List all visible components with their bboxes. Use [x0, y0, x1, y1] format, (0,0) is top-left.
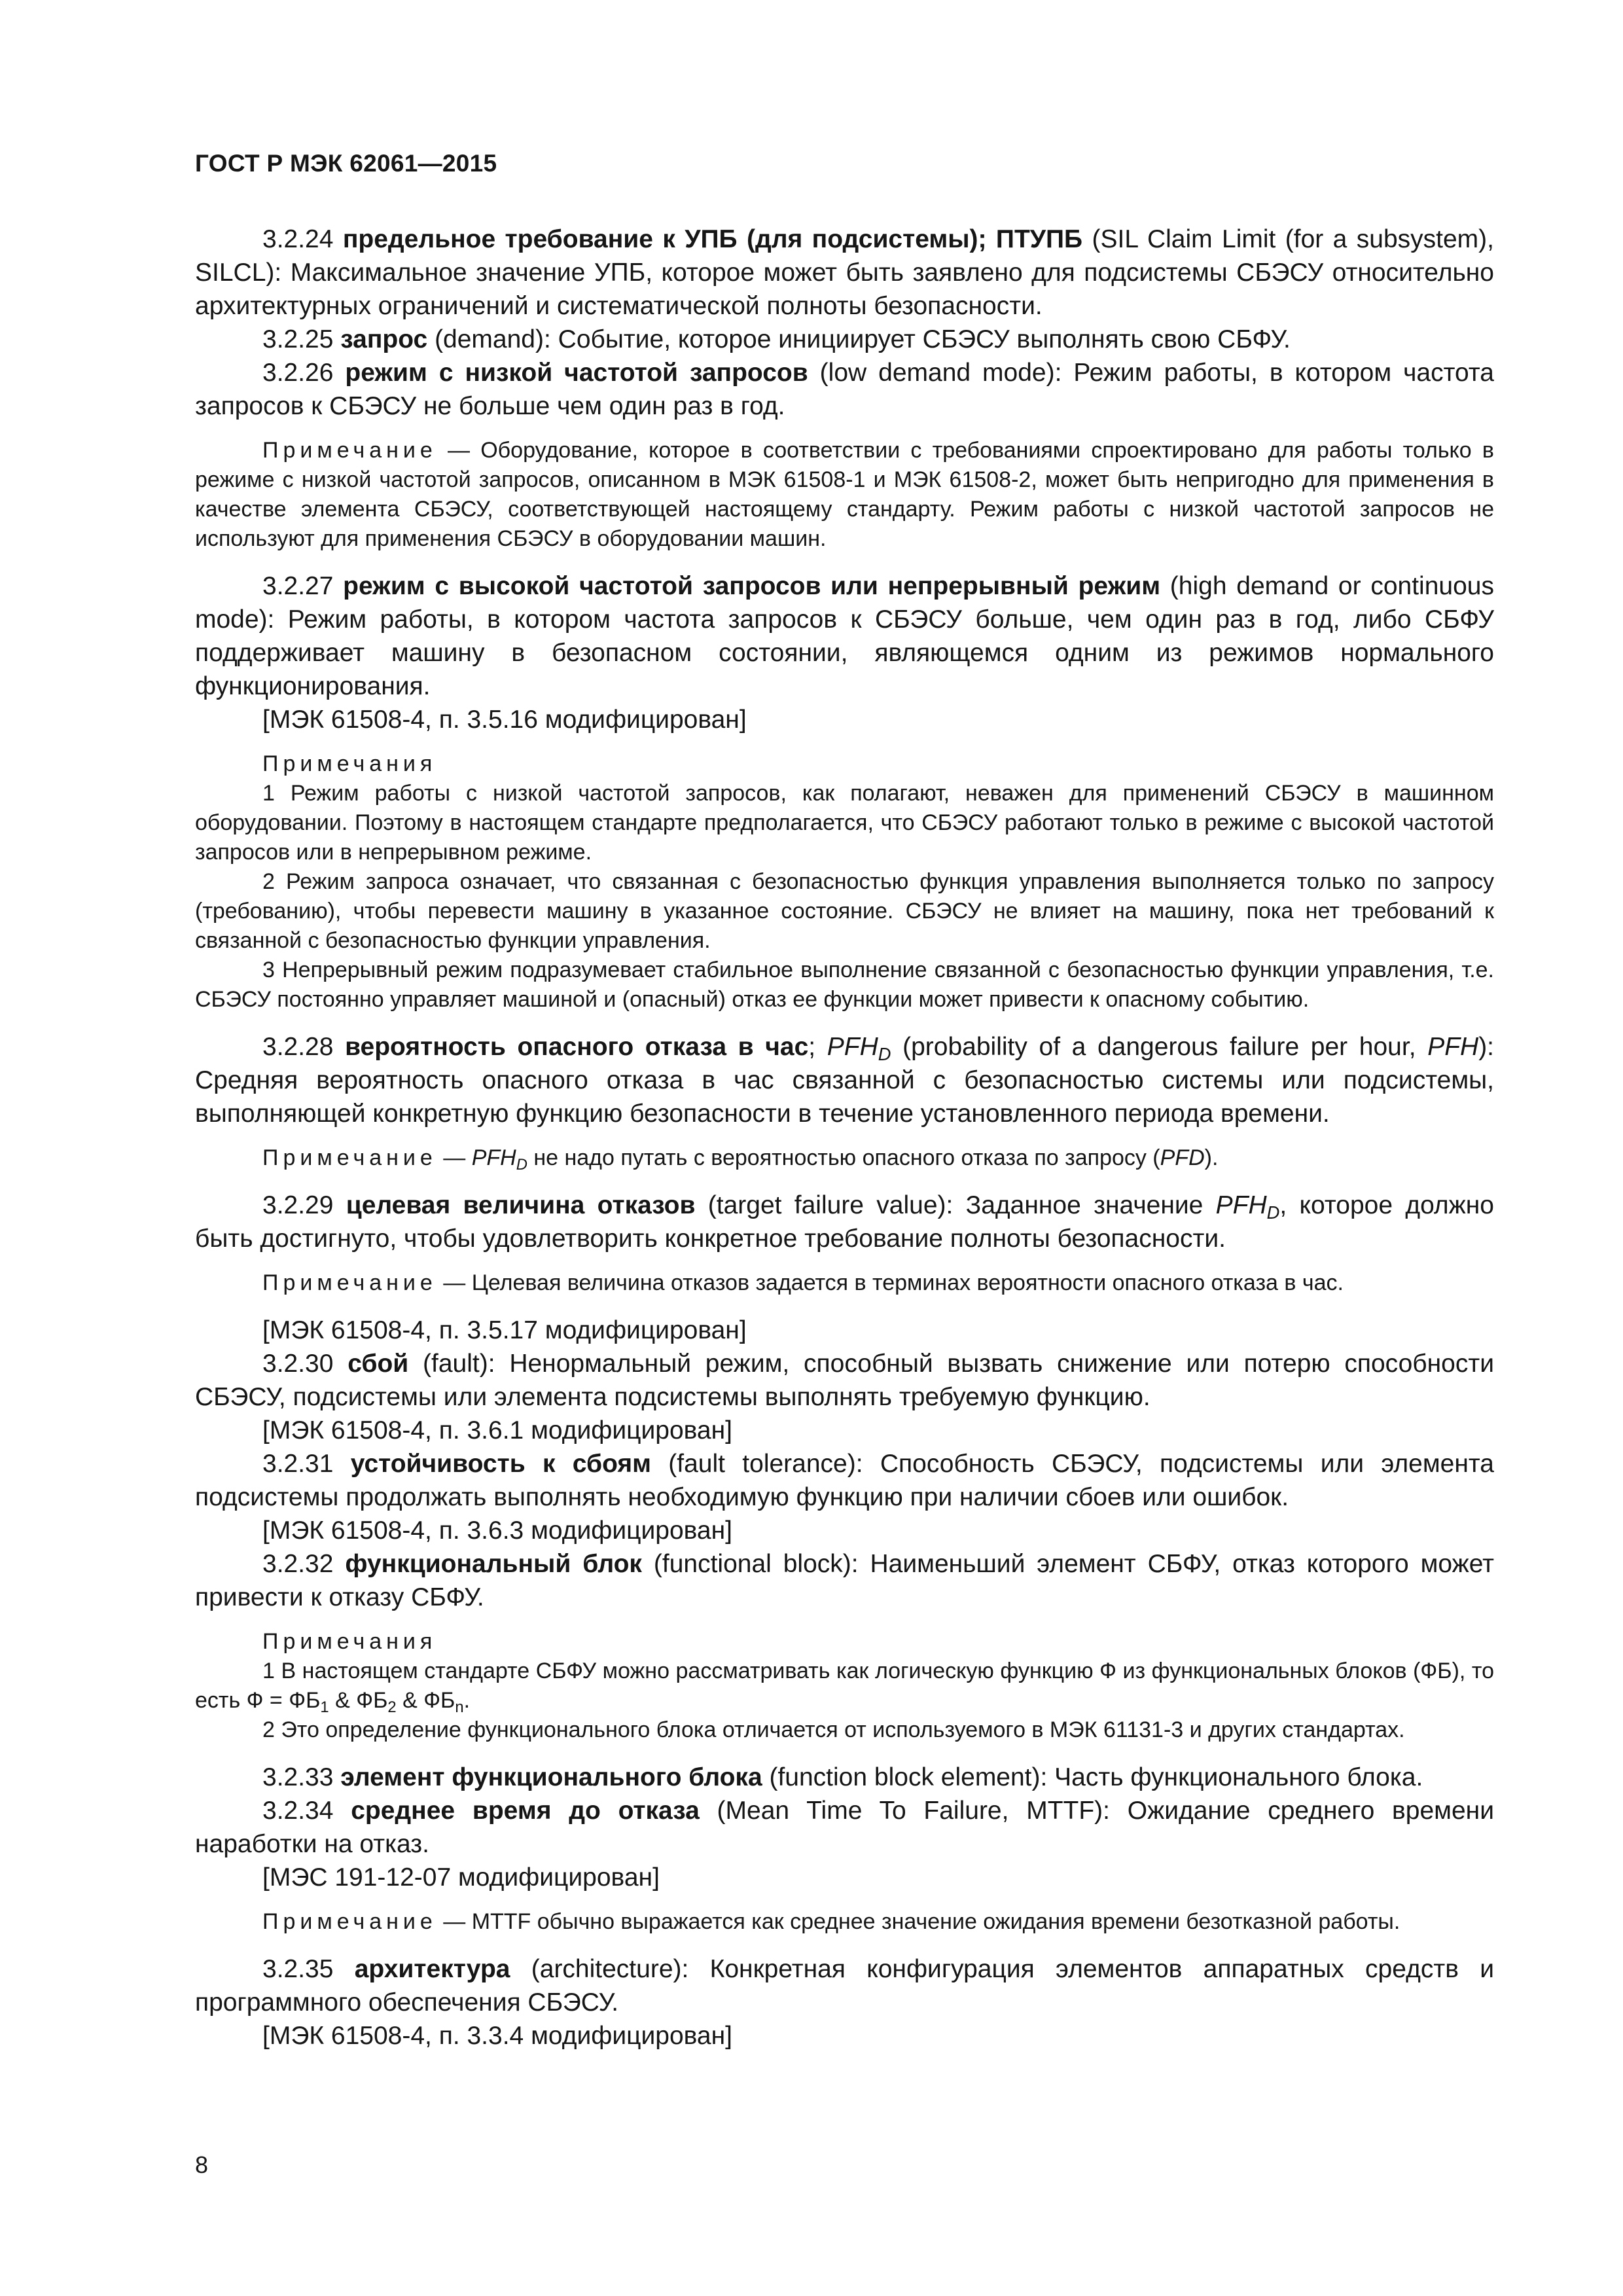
- reference-3-2-34: [МЭС 191-12-07 модифицирован]: [262, 1863, 660, 1892]
- note-label: Примечание: [262, 1909, 437, 1934]
- term-bold: элемент функционального блока: [340, 1763, 762, 1791]
- term-bold: режим с низкой частотой запросов: [345, 359, 808, 387]
- note-3-2-29: Примечание — Целевая величина отказов задается в терминах вероятности опасного отказа в час.: [262, 1270, 1344, 1295]
- term-bold: вероятность опасного отказа в час: [345, 1033, 809, 1061]
- entry-3-2-32: 3.2.32 функциональный блок (functional block): Наименьший элемент СБФУ, отказ которого может привести к отказу СБФУ.: [195, 1550, 1494, 1611]
- entry-3-2-28: 3.2.28 вероятность опасного отказа в час; $PFH_D$ (probability of a dangerous failure per hour, PFH): Средняя вероятность опасного отказа в час связанной с безопасностью системы или подсистемы, выполняющей конкретную функцию безопасности в течение установленного периода времени.: [195, 1033, 1495, 1128]
- entry-3-2-24: 3.2.24 предельное требование к УПБ (для подсистемы); ПТУПБ (SIL Claim Limit (for a subsystem), SILCL): Максимальное значение УПБ, которое может быть заявлено для подсистемы СБЭСУ относительно архитектурных ограничений и систематической полноты безопасности.: [195, 225, 1494, 320]
- note-label: Примечание: [262, 1270, 437, 1295]
- entry-3-2-35: 3.2.35 архитектура (architecture): Конкретная конфигурация элементов аппаратных средств и программного обеспечения СБЭСУ.: [195, 1955, 1494, 2017]
- entry-3-2-30: 3.2.30 сбой (fault): Ненормальный режим, способный вызвать снижение или потерю способности СБЭСУ, подсистемы или элемента подсистемы выполнять требуемую функцию.: [195, 1350, 1494, 1411]
- term-bold: запрос: [340, 325, 428, 353]
- entry-3-2-27: 3.2.27 режим с высокой частотой запросов или непрерывный режим (high demand or continuous mode): Режим работы, в котором частота запросов к СБЭСУ больше, чем один раз в год, либо СБФУ поддерживает машину в безопасном состоянии, являющемся одним из режимов нормального функционирования.: [195, 572, 1494, 700]
- entry-3-2-34: 3.2.34 среднее время до отказа (Mean Time To Failure, MTTF): Ожидание среднего времени наработки на отказ.: [195, 1797, 1494, 1858]
- note-3-2-32-2: 2 Это определение функционального блока отличается от используемого в МЭК 61131-3 и других стандартах.: [262, 1717, 1405, 1742]
- note-label: Примечание: [262, 1145, 437, 1170]
- note-3-2-34: Примечание — MTTF обычно выражается как среднее значение ожидания времени безотказной работы.: [262, 1909, 1400, 1934]
- reference-3-2-29: [МЭК 61508-4, п. 3.5.17 модифицирован]: [262, 1316, 747, 1344]
- notes-label-3-2-27: Примечания: [262, 751, 437, 776]
- document-header-title: ГОСТ Р МЭК 62061—2015: [195, 150, 497, 177]
- reference-3-2-27: [МЭК 61508-4, п. 3.5.16 модифицирован]: [262, 706, 747, 734]
- note-3-2-27-1: 1 Режим работы с низкой частотой запросов, как полагают, неважен для применений СБЭСУ в машинном оборудовании. Поэтому в настоящем стандарте предполагается, что СБЭСУ работают только в режиме с высокой частотой запросов или в непрерывном режиме.: [195, 781, 1494, 865]
- term-bold: архитектура: [354, 1955, 510, 1983]
- entry-3-2-31: 3.2.31 устойчивость к сбоям (fault tolerance): Способность СБЭСУ, подсистемы или элемента подсистемы продолжать выполнять необходимую функцию при наличии сбоев или ошибок.: [195, 1450, 1494, 1511]
- term-bold: предельное требование к УПБ (для подсистемы); ПТУПБ: [342, 225, 1083, 253]
- reference-3-2-35: [МЭК 61508-4, п. 3.3.4 модифицирован]: [262, 2022, 732, 2050]
- note-3-2-32-1: 1 В настоящем стандарте СБФУ можно рассматривать как логическую функцию Ф из функциональных блоков (ФБ), то есть $Ф = ФБ_1$ & $ФБ_2$ & $ФБ_n$.: [195, 1659, 1494, 1717]
- term-bold: среднее время до отказа: [351, 1797, 700, 1825]
- entry-3-2-33: 3.2.33 элемент функционального блока (function block element): Часть функционального блока.: [262, 1763, 1423, 1791]
- term-bold: функциональный блок: [345, 1550, 642, 1578]
- note-label: Примечание: [262, 438, 437, 463]
- document-body: [195, 223, 1494, 2053]
- note-3-2-28: Примечание — $PFH_D$ не надо путать с вероятностью опасного отказа по запросу (PFD).: [262, 1145, 1219, 1174]
- term-bold: режим с высокой частотой запросов или непрерывный режим: [343, 572, 1161, 600]
- reference-3-2-30: [МЭК 61508-4, п. 3.6.1 модифицирован]: [262, 1416, 732, 1444]
- notes-label-3-2-32: Примечания: [262, 1629, 437, 1654]
- note-3-2-27-3: 3 Непрерывный режим подразумевает стабильное выполнение связанной с безопасностью функции управления, т.е. СБЭСУ постоянно управляет машиной и (опасный) отказ ее функции может привести к опасному событию.: [195, 958, 1494, 1012]
- term-bold: устойчивость к сбоям: [350, 1450, 651, 1478]
- entry-3-2-25: 3.2.25 запрос (demand): Событие, которое инициирует СБЭСУ выполнять свою СБФУ.: [262, 325, 1291, 353]
- entry-3-2-29: 3.2.29 целевая величина отказов (target failure value): Заданное значение $PFH_D$, которое должно быть достигнуто, чтобы удовлетворить конкретное требование полноты безопасности.: [195, 1191, 1494, 1253]
- page-number: 8: [195, 2151, 209, 2178]
- note-3-2-26: Примечание — Оборудование, которое в соответствии с требованиями спроектировано для работы только в режиме с низкой частотой запросов, описанном в МЭК 61508-1 и МЭК 61508-2, может быть непригодно для применения в качестве элемента СБЭСУ, соответствующей настоящему стандарту. Режим работы с низкой частотой запросов не используют для применения СБЭСУ в оборудовании машин.: [195, 438, 1494, 551]
- term-bold: целевая величина отказов: [346, 1191, 696, 1219]
- entry-3-2-26: 3.2.26 режим с низкой частотой запросов (low demand mode): Режим работы, в котором частота запросов к СБЭСУ не больше чем один раз в год.: [195, 359, 1494, 420]
- term-bold: сбой: [348, 1350, 409, 1378]
- note-3-2-27-2: 2 Режим запроса означает, что связанная с безопасностью функция управления выполняется только по запросу (требованию), чтобы перевести машину в указанное состояние. СБЭСУ не влияет на машину, пока нет требований к связанной с безопасностью функции управления.: [195, 869, 1494, 953]
- reference-3-2-31: [МЭК 61508-4, п. 3.6.3 модифицирован]: [262, 1516, 732, 1545]
